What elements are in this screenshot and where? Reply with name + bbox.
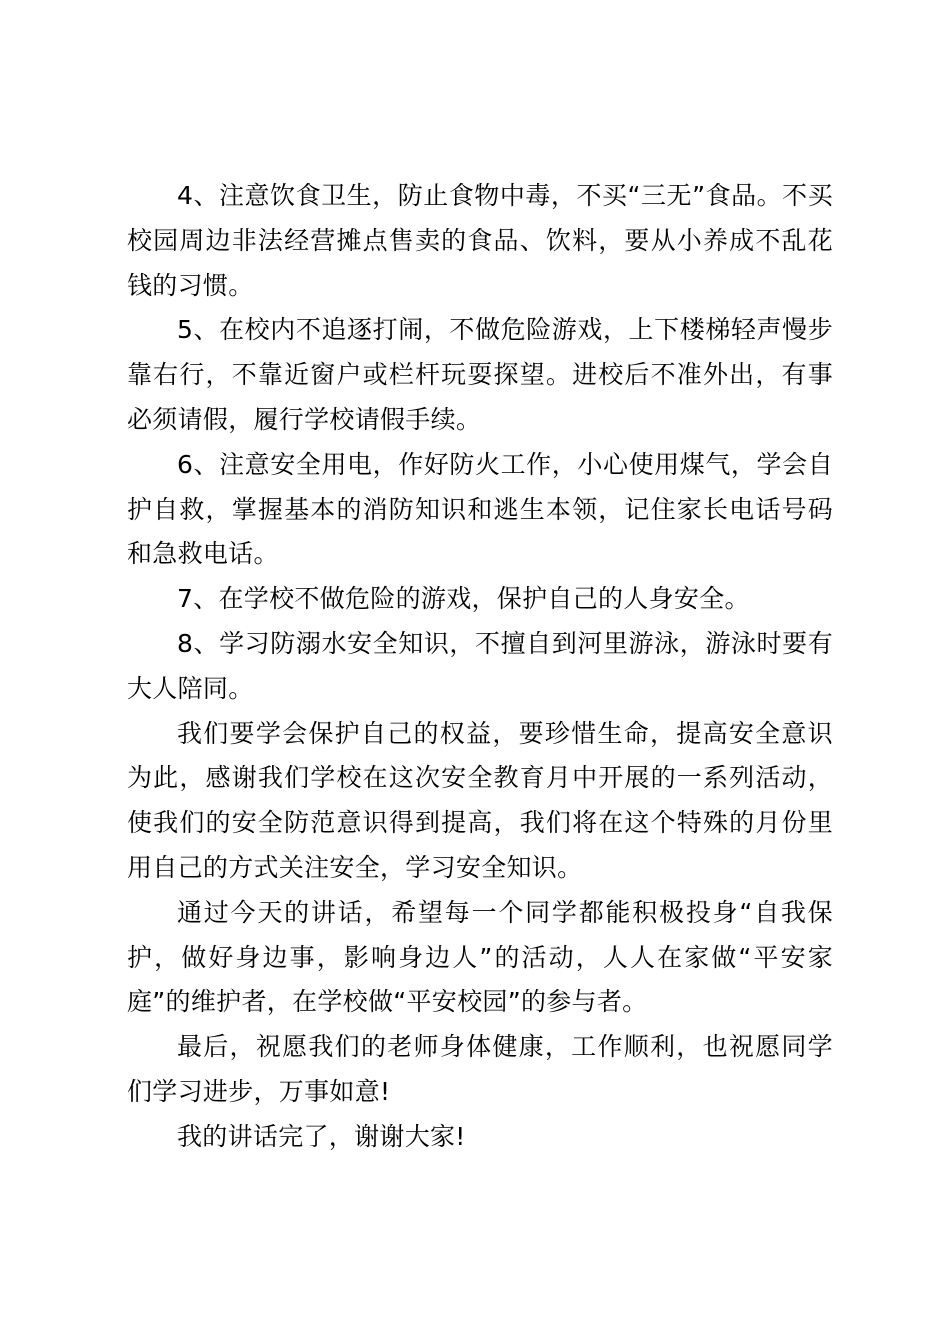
paragraph-closing: 我的讲话完了，谢谢大家!	[177, 1121, 466, 1151]
paragraph-hope: 通过今天的讲话，希望每一个同学都能积极投身“自我保护，做好身边事，影响身边人”的活动，人人在家做“平安家庭”的维护者，在学校做“平安校园”的参与者。	[127, 897, 833, 1017]
paragraph-item-7: 7、在学校不做危险的游戏，保护自己的人身安全。	[177, 584, 750, 614]
paragraph-item-5: 5、在校内不追逐打闹，不做危险游戏，上下楼梯轻声慢步靠右行，不靠近窗户或栏杆玩耍探望。进校后不准外出，有事必须请假，履行学校请假手续。	[127, 315, 833, 434]
paragraph-item-4: 4、注意饮食卫生，防止食物中毒，不买“三无”食品。不买校园周边非法经营摊点售卖的食品、饮料，要从小养成不乱花钱的习惯。	[127, 181, 833, 300]
document-body	[127, 174, 833, 1160]
paragraph-safety-awareness: 我们要学会保护自己的权益，要珍惜生命，提高安全意识为此，感谢我们学校在这次安全教育月中开展的一系列活动，使我们的安全防范意识得到提高，我们将在这个特殊的月份里用自己的方式关注安全，学习安全知识。	[127, 718, 833, 882]
paragraph-item-8: 8、学习防溺水安全知识，不擅自到河里游泳，游泳时要有大人陪同。	[127, 628, 833, 703]
paragraph-item-6: 6、注意安全用电，作好防火工作，小心使用煤气，学会自护自救，掌握基本的消防知识和逃生本领，记住家长电话号码和急救电话。	[127, 449, 833, 569]
paragraph-wishes: 最后，祝愿我们的老师身体健康，工作顺利，也祝愿同学们学习进步，万事如意!	[127, 1032, 833, 1106]
